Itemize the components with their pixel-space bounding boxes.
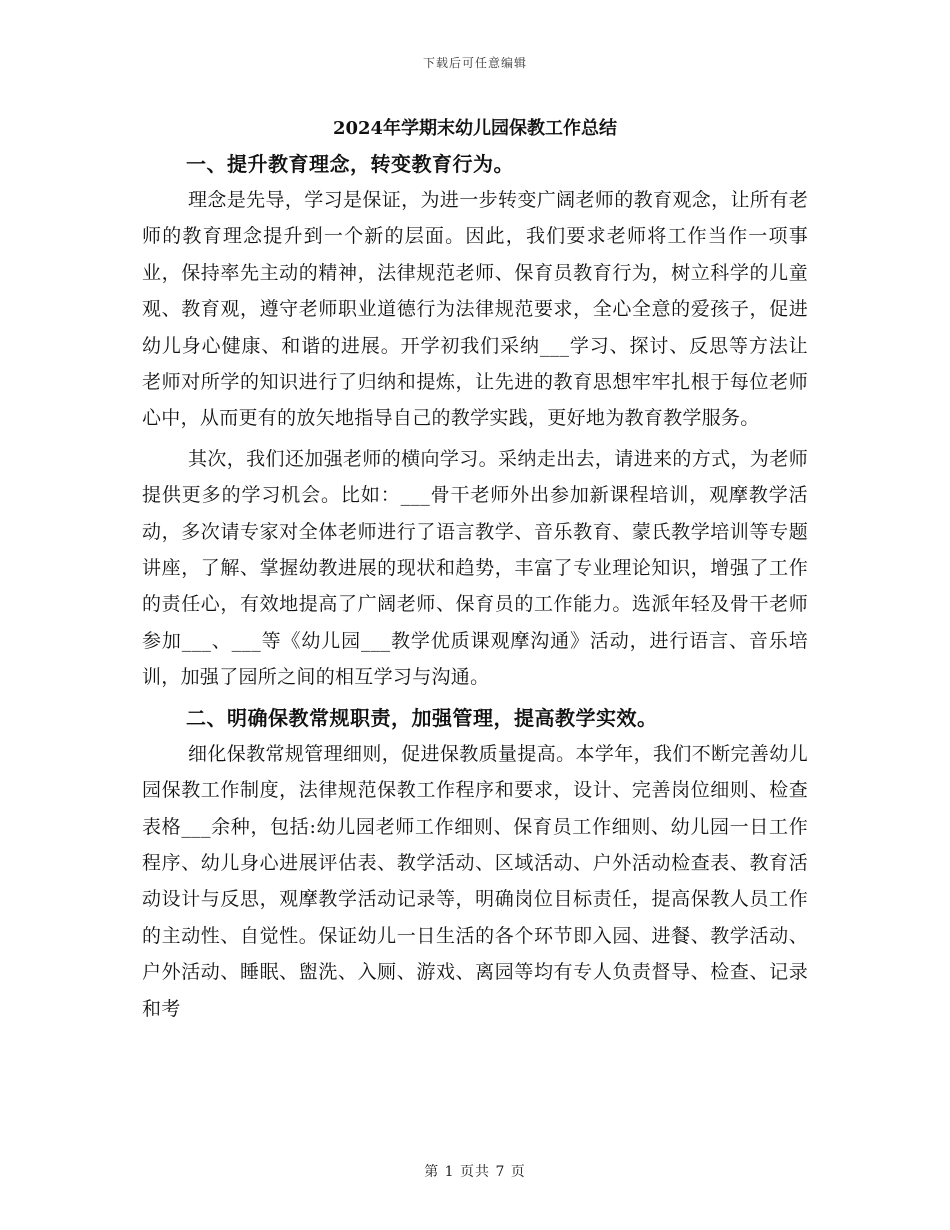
paragraph: 理念是先导，学习是保证，为进一步转变广阔老师的教育观念，让所有老师的教育理念提升到一个新的层面。因此，我们要求老师将工作当作一项事业，保持率先主动的精神，法律规范老师、保育员教育行为，树立科学的儿童观、教育观，遵守老师职业道德行为法律规范要求，全心全意的爱孩子，促进幼儿身心健康、和谐的进展。开学初我们采纳___学习、探讨、反思等方法让老师对所学的知识进行了归纳和提炼，让先进的教育思想牢牢扎根于每位老师心中，从而更有的放矢地指导自己的教学实践，更好地为教育教学服务。 bbox=[142, 189, 808, 430]
paragraph: 其次，我们还加强老师的横向学习。采纳走出去，请进来的方式，为老师提供更多的学习机会。比如：___骨干老师外出参加新课程培训，观摩教学活动，多次请专家对全体老师进行了语言教学、音乐教育、蒙氏教学培训等专题讲座，了解、掌握幼教进展的现状和趋势，丰富了专业理论知识，增强了工作的责任心，有效地提高了广阔老师、保育员的工作能力。选派年轻及骨干老师参加___、___等《幼儿园___教学优质课观摩沟通》活动，进行语言、音乐培训，加强了园所之间的相互学习与沟通。 bbox=[142, 447, 808, 689]
paragraph: 细化保教常规管理细则，促进保教质量提高。本学年，我们不断完善幼儿园保教工作制度，法律规范保教工作程序和要求，设计、完善岗位细则、检查表格___余种，包括:幼儿园老师工作细则、保育员工作细则、幼儿园一日工作程序、幼儿身心进展评估表、教学活动、区域活动、户外活动检查表、教育活动设计与反思，观摩教学活动记录等，明确岗位目标责任，提高保教人员工作的主动性、自觉性。保证幼儿一日生活的各个环节即入园、进餐、教学活动、户外活动、睡眠、盥洗、入厕、游戏、离园等均有专人负责督导、检查、记录和考 bbox=[142, 742, 808, 1020]
document-title: 2024年学期末幼儿园保教工作总结 bbox=[332, 118, 618, 139]
header-note: 下载后可任意编辑 bbox=[422, 56, 527, 70]
section-heading-2: 二、明确保教常规职责，加强管理，提高教学实效。 bbox=[186, 705, 658, 730]
page-indicator: 第 1 页共 7 页 bbox=[424, 1164, 526, 1180]
section-heading-1: 一、提升教育理念，转变教育行为。 bbox=[186, 152, 514, 176]
document-body bbox=[142, 112, 808, 1027]
